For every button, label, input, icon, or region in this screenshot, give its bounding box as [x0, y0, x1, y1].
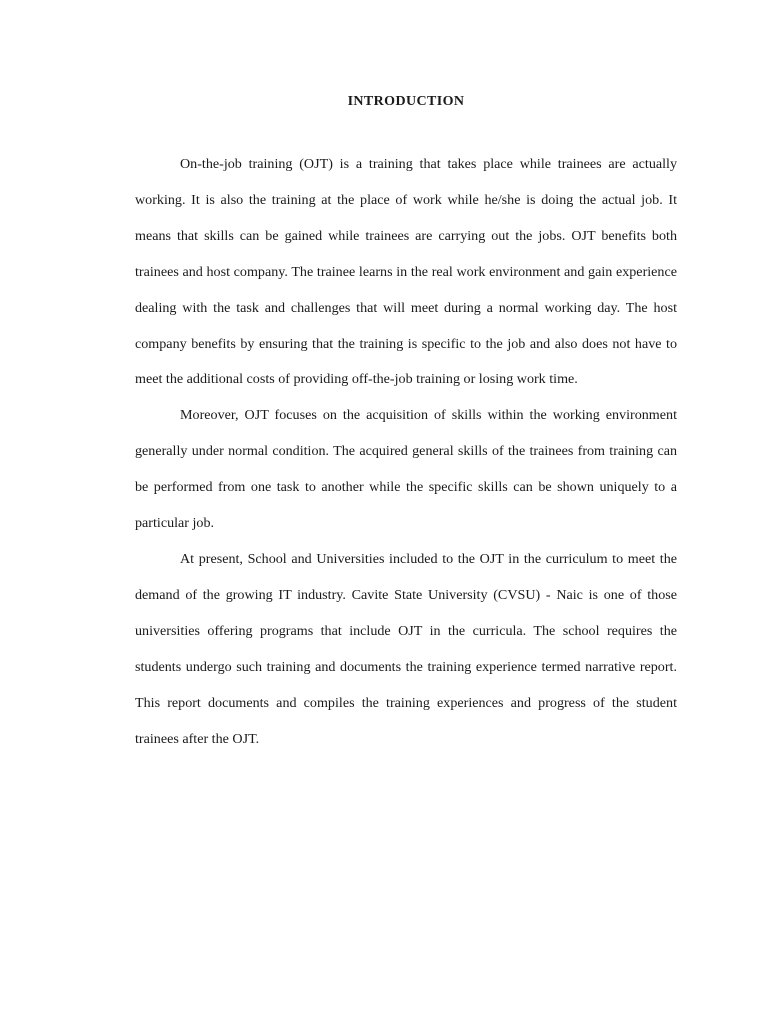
paragraph-ojt-curriculum: At present, School and Universities included to the OJT in the curriculum to meet the demand of the growing IT industry. Cavite State University (CVSU) - Naic is one of those universities offering programs that include OJT in the curricula. The school requires the students undergo such training and documents the training experience termed narrative report. This report documents and compiles the training experiences and progress of the student trainees after the OJT. — [135, 550, 677, 747]
paragraph-ojt-skills: Moreover, OJT focuses on the acquisition of skills within the working environment generally under normal condition. The acquired general skills of the trainees from training can be performed from one task to another while the specific skills can be shown uniquely to a particular job. — [135, 407, 677, 532]
paragraph-ojt-definition: On-the-job training (OJT) is a training that takes place while trainees are actually working. It is also the training at the place of work while he/she is doing the actual job. It means that skills can be gained while trainees are carrying out the jobs. OJT benefits both trainees and host company. The trainee learns in the real work environment and gain experience dealing with the task and challenges that will meet during a normal working day. The host company benefits by ensuring that the training is specific to the job and also does not have to meet the additional costs of providing off-the-job training or losing work time. — [135, 156, 677, 388]
document-body — [135, 147, 677, 757]
document-title: INTRODUCTION — [347, 94, 465, 109]
